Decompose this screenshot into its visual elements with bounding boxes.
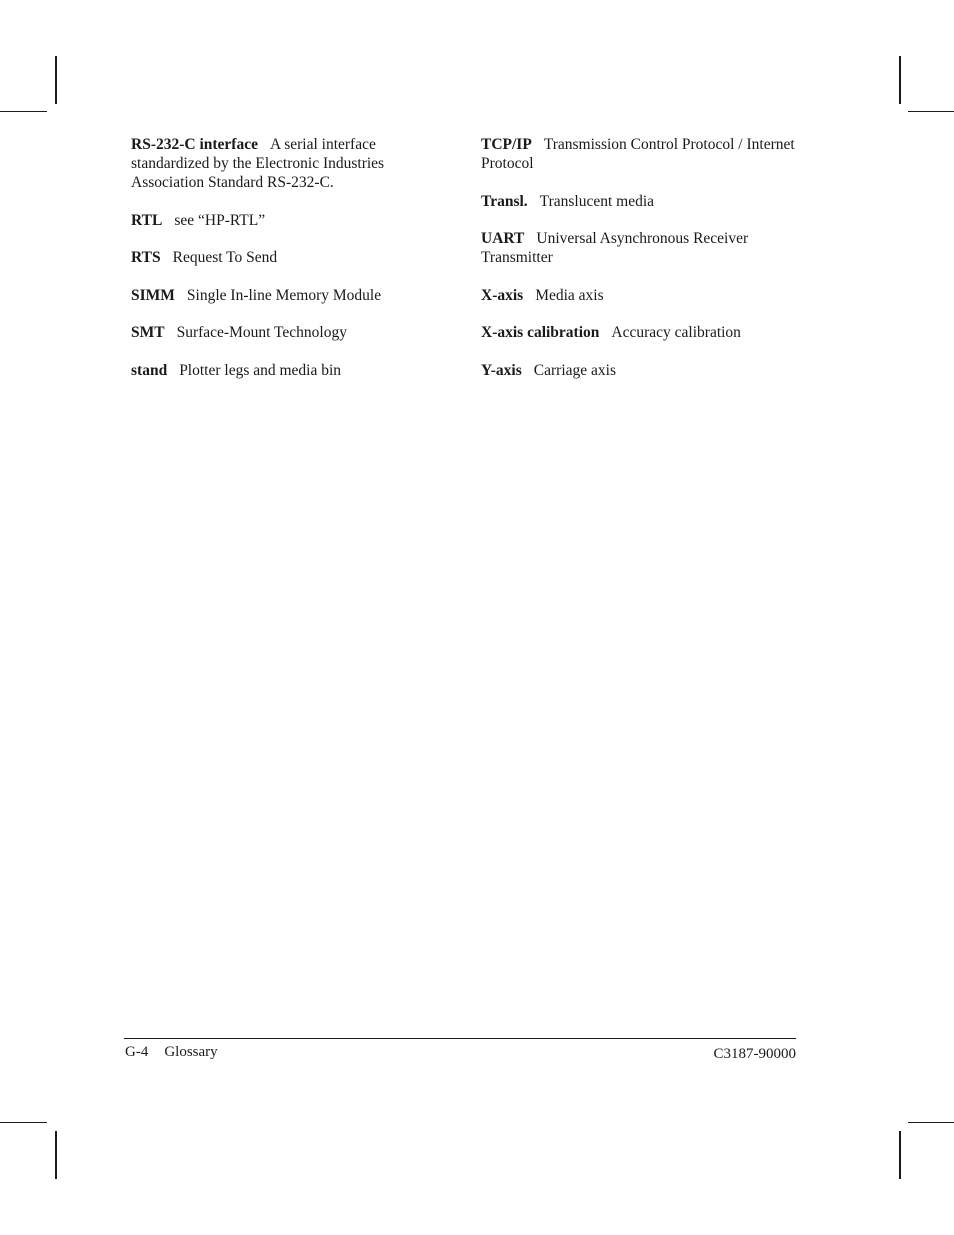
glossary-left-column: [131, 135, 441, 398]
glossary-term: RTL: [131, 211, 163, 229]
glossary-entry: [131, 135, 441, 192]
glossary-term: X-axis: [481, 286, 524, 304]
glossary-entry: [481, 192, 801, 211]
glossary-term: Y-axis: [481, 361, 522, 379]
crop-mark-top-right-vertical: [899, 56, 901, 104]
glossary-right-column: [481, 135, 801, 398]
glossary-definition: Accuracy calibration: [611, 324, 741, 341]
glossary-term: Transl.: [481, 192, 528, 210]
glossary-entry: [131, 323, 441, 342]
glossary-term: RS-232-C interface: [131, 136, 258, 153]
glossary-term: UART: [481, 230, 525, 247]
glossary-entry: [131, 361, 441, 380]
glossary-term: TCP/IP: [481, 136, 532, 153]
section-name: Glossary: [164, 1044, 218, 1060]
footer-page-label: [125, 1044, 218, 1061]
glossary-definition: Media axis: [535, 286, 604, 304]
glossary-definition: Transmission Control Protocol / Internet Protocol: [481, 136, 795, 172]
footer-rule: [124, 1038, 796, 1039]
glossary-definition: Single In-line Memory Module: [186, 286, 382, 304]
glossary-entry: [131, 248, 441, 267]
glossary-definition: Plotter legs and media bin: [179, 361, 342, 379]
crop-mark-top-right-horizontal: [908, 111, 954, 112]
glossary-definition: A serial interface standardized by the Electronic Industries Association Standard RS-232-C.: [131, 136, 385, 191]
glossary-definition: Translucent media: [539, 192, 655, 210]
glossary-term: X-axis calibration: [481, 324, 600, 341]
crop-mark-bottom-right-vertical: [899, 1131, 901, 1179]
glossary-definition: Carriage axis: [533, 361, 616, 379]
page-number: G-4: [125, 1044, 149, 1060]
glossary-entry: [481, 361, 801, 380]
glossary-definition: Surface-Mount Technology: [176, 324, 347, 341]
glossary-entry: [481, 286, 801, 305]
glossary-entry: [481, 135, 801, 173]
glossary-definition: Universal Asynchronous Receiver Transmitter: [481, 230, 749, 266]
glossary-entry: [481, 323, 801, 342]
glossary-entry: [131, 211, 441, 230]
glossary-term: SIMM: [131, 286, 175, 304]
crop-mark-top-left-vertical: [55, 56, 57, 104]
glossary-definition: Request To Send: [172, 249, 278, 266]
glossary-definition: see “HP-RTL”: [174, 211, 266, 229]
glossary-term: SMT: [131, 324, 165, 341]
glossary-entry: [481, 229, 801, 267]
glossary-term: RTS: [131, 249, 161, 266]
crop-mark-bottom-left-horizontal: [0, 1122, 47, 1123]
glossary-entry: [131, 286, 441, 305]
crop-mark-bottom-right-horizontal: [908, 1122, 954, 1123]
document-code: C3187-90000: [713, 1046, 796, 1062]
crop-mark-bottom-left-vertical: [55, 1131, 57, 1179]
glossary-term: stand: [131, 361, 168, 379]
crop-mark-top-left-horizontal: [0, 111, 47, 112]
